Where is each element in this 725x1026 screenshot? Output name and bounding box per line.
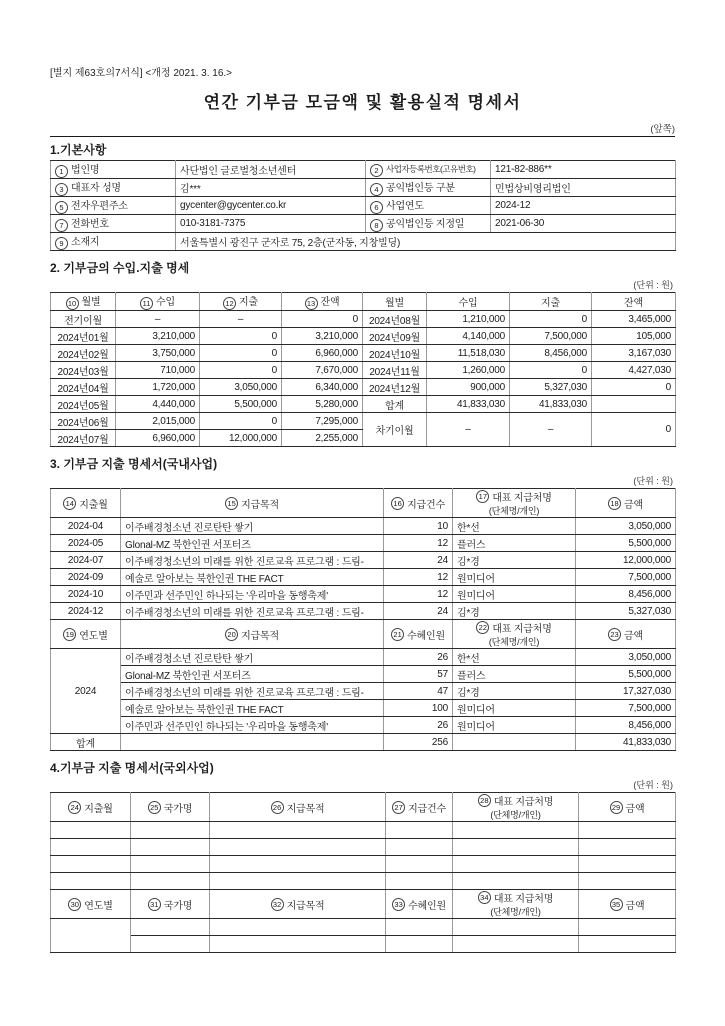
empty-cell (579, 822, 676, 839)
empty-cell (131, 822, 210, 839)
header-sub: (단체명/개인) (488, 637, 540, 647)
header-cell: 34 대표 지급처명 (단체명/개인) (453, 890, 579, 919)
table-row (51, 161, 676, 179)
field-value: 2021-06-30 (491, 215, 676, 233)
header-row (51, 890, 676, 919)
empty-cell (131, 936, 210, 953)
empty-cell (51, 839, 131, 856)
amount-cell: 2,255,000 (282, 430, 363, 447)
circled-number: 7 (55, 219, 68, 232)
header-cell: 15 지급목적 (121, 489, 384, 518)
purpose-cell: 이주배경청소년의 미래를 위한 진로교육 프로그램 : 드림- (121, 683, 384, 700)
amount-cell: 5,500,000 (200, 396, 282, 413)
count-cell: 26 (384, 717, 453, 734)
header-cell: 10 월별 (51, 293, 116, 311)
table-row (51, 856, 676, 873)
circled-number: 30 (68, 898, 81, 911)
field-value: 서울특별시 광진구 군자로 75, 2층(군자동, 지창빌딩) (176, 233, 676, 251)
amount-cell: 1,210,000 (427, 311, 510, 328)
circled-number: 24 (68, 801, 81, 814)
header-sub: (단체명/개인) (488, 506, 540, 516)
header-cell: 14 지출월 (51, 489, 121, 518)
circled-number: 33 (392, 898, 405, 911)
payee-cell: 김*경 (453, 603, 576, 620)
header-cell: 22 대표 지급처명 (단체명/개인) (453, 620, 576, 649)
month-cell: 2024년02월 (51, 345, 116, 362)
month-cell: 2024-10 (51, 586, 121, 603)
purpose-cell: 이주배경청소년의 미래를 위한 진로교육 프로그램 : 드림- (121, 552, 384, 569)
field-label: 2 사업자등록번호(고유번호) (366, 161, 491, 179)
header-cell: 24 지출월 (51, 793, 131, 822)
circled-number: 9 (55, 237, 68, 250)
header-cell: 11 수입 (116, 293, 200, 311)
side-label: (앞쪽) (650, 124, 675, 135)
circled-number: 1 (55, 165, 68, 178)
empty-cell (579, 936, 676, 953)
amount-cell: 5,500,000 (576, 666, 676, 683)
count-cell: 256 (384, 734, 453, 751)
amount-cell: – (200, 311, 282, 328)
header-row (51, 793, 676, 822)
field-label: 5 전자우편주소 (51, 197, 176, 215)
circled-number: 12 (223, 297, 236, 310)
count-cell: 12 (384, 535, 453, 552)
payee-cell: 김*경 (453, 552, 576, 569)
table-row (51, 552, 676, 569)
circled-number: 34 (478, 891, 491, 904)
circled-number: 5 (55, 201, 68, 214)
empty-cell (386, 873, 453, 890)
table-row (51, 936, 676, 953)
empty-cell (210, 822, 386, 839)
circled-number: 15 (225, 497, 238, 510)
table-row (51, 233, 676, 251)
month-cell: 2024년09월 (363, 328, 427, 345)
field-value: 김*** (176, 179, 366, 197)
circled-number: 25 (148, 801, 161, 814)
amount-cell: 0 (200, 413, 282, 430)
field-label: 8 공익법인등 지정일 (366, 215, 491, 233)
amount-cell: 900,000 (427, 379, 510, 396)
empty-cell (386, 936, 453, 953)
overseas-expense-table (50, 792, 676, 953)
empty-cell (131, 919, 210, 936)
purpose-cell: 예술로 알아보는 북한인권 THE FACT (121, 700, 384, 717)
circled-number: 17 (476, 490, 489, 503)
empty-cell (51, 873, 131, 890)
amount-cell: 3,210,000 (282, 328, 363, 345)
purpose-cell: 이주민과 선주민인 하나되는 '우리마을 동행축제' (121, 586, 384, 603)
amount-cell: 0 (592, 379, 676, 396)
amount-cell: 8,456,000 (576, 717, 676, 734)
header-row (51, 620, 676, 649)
empty-cell (579, 873, 676, 890)
header-cell: 12 지출 (200, 293, 282, 311)
table-row (51, 379, 676, 396)
amount-cell: 5,327,030 (576, 603, 676, 620)
header-cell: 13 잔액 (282, 293, 363, 311)
circled-number: 21 (391, 628, 404, 641)
amount-cell: 3,050,000 (200, 379, 282, 396)
purpose-cell: 이주배경청소년 진로탄탄 쌓기 (121, 518, 384, 535)
header-cell: 27 지급건수 (386, 793, 453, 822)
header-cell: 16 지급건수 (384, 489, 453, 518)
table-row (51, 649, 676, 666)
purpose-cell (121, 734, 384, 751)
empty-cell (579, 839, 676, 856)
circled-number: 22 (476, 621, 489, 634)
amount-cell: 6,960,000 (282, 345, 363, 362)
amount-cell: 41,833,030 (576, 734, 676, 751)
table-row (51, 569, 676, 586)
table-row (51, 215, 676, 233)
amount-cell: 0 (200, 362, 282, 379)
amount-cell: – (510, 413, 592, 447)
table-row (51, 311, 676, 328)
payee-cell: 플러스 (453, 535, 576, 552)
circled-number: 29 (610, 801, 623, 814)
count-cell: 10 (384, 518, 453, 535)
empty-cell (131, 873, 210, 890)
table-row (51, 396, 676, 413)
empty-cell (453, 919, 579, 936)
amount-cell (592, 396, 676, 413)
domestic-expense-table (50, 488, 676, 751)
month-cell: 2024-07 (51, 552, 121, 569)
table-row (51, 586, 676, 603)
amount-cell: 8,456,000 (576, 586, 676, 603)
header-cell: 30 연도별 (51, 890, 131, 919)
empty-cell (51, 856, 131, 873)
header-cell: 지출 (510, 293, 592, 311)
amount-cell: 12,000,000 (576, 552, 676, 569)
field-label: 9 소재지 (51, 233, 176, 251)
amount-cell: 7,500,000 (576, 700, 676, 717)
empty-cell (453, 873, 579, 890)
circled-number: 2 (370, 164, 383, 177)
amount-cell: – (427, 413, 510, 447)
circled-number: 32 (271, 898, 284, 911)
empty-cell (453, 839, 579, 856)
table-row (51, 873, 676, 890)
unit-label: (단위 : 원) (633, 476, 673, 486)
amount-cell: 0 (200, 328, 282, 345)
month-cell: 전기이월 (51, 311, 116, 328)
table-row (51, 839, 676, 856)
circled-number: 19 (63, 628, 76, 641)
carryover-label-cell: 차기이월 (363, 413, 427, 447)
empty-cell (386, 839, 453, 856)
amount-cell: 5,280,000 (282, 396, 363, 413)
empty-cell (51, 822, 131, 839)
empty-cell (386, 856, 453, 873)
header-cell: 35 금액 (579, 890, 676, 919)
table-row (51, 345, 676, 362)
payee-cell: 김*경 (453, 683, 576, 700)
total-label-cell: 합계 (51, 734, 121, 751)
count-cell: 24 (384, 552, 453, 569)
amount-cell: 3,750,000 (116, 345, 200, 362)
circled-number: 27 (392, 801, 405, 814)
purpose-cell: 이주배경청소년 진로탄탄 쌓기 (121, 649, 384, 666)
purpose-cell: 이주민과 선주민인 하나되는 '우리마을 동행축제' (121, 717, 384, 734)
unit-label: (단위 : 원) (633, 280, 673, 290)
circled-number: 16 (391, 497, 404, 510)
amount-cell: 8,456,000 (510, 345, 592, 362)
empty-cell (579, 856, 676, 873)
table-row (51, 518, 676, 535)
monthly-io-table (50, 292, 676, 447)
count-cell: 26 (384, 649, 453, 666)
count-cell: 47 (384, 683, 453, 700)
empty-cell (453, 822, 579, 839)
table-row (51, 179, 676, 197)
table-row (51, 413, 676, 430)
amount-cell: 7,500,000 (576, 569, 676, 586)
empty-cell (131, 856, 210, 873)
month-cell: 2024-09 (51, 569, 121, 586)
amount-cell: 4,140,000 (427, 328, 510, 345)
header-cell: 17 대표 지급처명 (단체명/개인) (453, 489, 576, 518)
table-row (51, 700, 676, 717)
header-cell: 21 수혜인원 (384, 620, 453, 649)
table-row (51, 328, 676, 345)
unit-label: (단위 : 원) (633, 780, 673, 790)
month-cell: 2024년04월 (51, 379, 116, 396)
empty-cell (210, 919, 386, 936)
circled-number: 6 (370, 201, 383, 214)
amount-cell: 4,440,000 (116, 396, 200, 413)
table-row (51, 362, 676, 379)
amount-cell: 3,465,000 (592, 311, 676, 328)
empty-cell (210, 839, 386, 856)
amount-cell: 6,960,000 (116, 430, 200, 447)
header-cell: 29 금액 (579, 793, 676, 822)
header-cell: 32 지급목적 (210, 890, 386, 919)
payee-cell: 원미디어 (453, 569, 576, 586)
amount-cell: 105,000 (592, 328, 676, 345)
field-value: 121-82-886** (491, 161, 676, 179)
purpose-cell: 이주배경청소년의 미래를 위한 진로교육 프로그램 : 드림- (121, 603, 384, 620)
count-cell: 100 (384, 700, 453, 717)
circled-number: 35 (610, 898, 623, 911)
month-cell: 2024년05월 (51, 396, 116, 413)
month-cell: 2024년07월 (51, 430, 116, 447)
table-row (51, 683, 676, 700)
field-label: 3 대표자 성명 (51, 179, 176, 197)
circled-number: 4 (370, 183, 383, 196)
table-row (51, 822, 676, 839)
amount-cell: 12,000,000 (200, 430, 282, 447)
table-row (51, 919, 676, 936)
payee-cell: 원미디어 (453, 700, 576, 717)
amount-cell: 3,167,030 (592, 345, 676, 362)
amount-cell: – (116, 311, 200, 328)
amount-cell: 41,833,030 (427, 396, 510, 413)
amount-cell: 0 (200, 345, 282, 362)
table-row (51, 603, 676, 620)
amount-cell: 0 (510, 311, 592, 328)
total-label-cell: 합계 (363, 396, 427, 413)
header-row (51, 293, 676, 311)
field-value: 010-3181-7375 (176, 215, 366, 233)
circled-number: 10 (66, 297, 79, 310)
payee-cell: 한*선 (453, 518, 576, 535)
amount-cell: 17,327,030 (576, 683, 676, 700)
header-cell: 수입 (427, 293, 510, 311)
header-cell: 잔액 (592, 293, 676, 311)
header-cell: 19 연도별 (51, 620, 121, 649)
month-cell: 2024년11월 (363, 362, 427, 379)
table-row (51, 535, 676, 552)
amount-cell: 3,050,000 (576, 518, 676, 535)
header-cell: 31 국가명 (131, 890, 210, 919)
header-sub: (단체명/개인) (490, 810, 541, 820)
table-row (51, 197, 676, 215)
field-value: 2024-12 (491, 197, 676, 215)
field-label: 6 사업연도 (366, 197, 491, 215)
section4-heading: 4.기부금 지출 명세서(국외사업) (50, 761, 214, 775)
field-value: 사단법인 글로벌청소년센터 (176, 161, 366, 179)
section3-heading: 3. 기부금 지출 명세서(국내사업) (50, 457, 218, 471)
amount-cell: 2,015,000 (116, 413, 200, 430)
month-cell: 2024년01월 (51, 328, 116, 345)
empty-cell (453, 856, 579, 873)
page-title: 연간 기부금 모금액 및 활용실적 명세서 (203, 93, 522, 112)
circled-number: 14 (63, 497, 76, 510)
amount-cell: 7,670,000 (282, 362, 363, 379)
header-cell: 25 국가명 (131, 793, 210, 822)
amount-cell: 5,327,030 (510, 379, 592, 396)
basic-info-table (50, 160, 676, 251)
empty-cell (579, 919, 676, 936)
month-cell: 2024년10월 (363, 345, 427, 362)
amount-cell: 4,427,030 (592, 362, 676, 379)
amount-cell: 3,050,000 (576, 649, 676, 666)
count-cell: 24 (384, 603, 453, 620)
amount-cell: 0 (592, 413, 676, 447)
header-cell: 28 대표 지급처명 (단체명/개인) (453, 793, 579, 822)
amount-cell: 710,000 (116, 362, 200, 379)
field-label: 4 공익법인등 구분 (366, 179, 491, 197)
field-label: 1 법인명 (51, 161, 176, 179)
table-row (51, 717, 676, 734)
circled-number: 13 (305, 297, 318, 310)
header-sub: (단체명/개인) (490, 907, 541, 917)
empty-cell (210, 856, 386, 873)
month-cell: 2024년12월 (363, 379, 427, 396)
amount-cell: 3,210,000 (116, 328, 200, 345)
empty-cell (210, 936, 386, 953)
amount-cell: 5,500,000 (576, 535, 676, 552)
month-cell: 2024년06월 (51, 413, 116, 430)
circled-number: 18 (608, 497, 621, 510)
amount-cell: 1,720,000 (116, 379, 200, 396)
year-cell: 2024 (51, 649, 121, 734)
circled-number: 28 (478, 794, 491, 807)
month-cell: 2024-05 (51, 535, 121, 552)
empty-cell (131, 839, 210, 856)
circled-number: 31 (148, 898, 161, 911)
amount-cell: 1,260,000 (427, 362, 510, 379)
empty-cell (453, 936, 579, 953)
payee-cell: 원미디어 (453, 586, 576, 603)
top-rule (50, 136, 675, 137)
circled-number: 11 (140, 297, 153, 310)
amount-cell: 0 (510, 362, 592, 379)
count-cell: 12 (384, 569, 453, 586)
payee-cell: 한*선 (453, 649, 576, 666)
field-value: gycenter@gycenter.co.kr (176, 197, 366, 215)
header-cell: 월별 (363, 293, 427, 311)
document-content (50, 0, 675, 953)
header-cell: 33 수혜인원 (386, 890, 453, 919)
header-cell: 26 지급목적 (210, 793, 386, 822)
header-cell: 20 지급목적 (121, 620, 384, 649)
payee-cell (453, 734, 576, 751)
empty-cell (51, 919, 131, 953)
month-cell: 2024년08월 (363, 311, 427, 328)
section1-heading: 1.기본사항 (50, 143, 107, 157)
amount-cell: 0 (282, 311, 363, 328)
field-label: 7 전화번호 (51, 215, 176, 233)
purpose-cell: 예술로 알아보는 북한인권 THE FACT (121, 569, 384, 586)
header-row (51, 489, 676, 518)
circled-number: 23 (608, 628, 621, 641)
circled-number: 8 (370, 219, 383, 232)
field-value: 민법상비영리법인 (491, 179, 676, 197)
amount-cell: 7,295,000 (282, 413, 363, 430)
payee-cell: 플러스 (453, 666, 576, 683)
month-cell: 2024-12 (51, 603, 121, 620)
circled-number: 26 (271, 801, 284, 814)
circled-number: 20 (225, 628, 238, 641)
month-cell: 2024년03월 (51, 362, 116, 379)
amount-cell: 6,340,000 (282, 379, 363, 396)
payee-cell: 원미디어 (453, 717, 576, 734)
amount-cell: 11,518,030 (427, 345, 510, 362)
purpose-cell: Glonal-MZ 북한인권 서포터즈 (121, 666, 384, 683)
empty-cell (210, 873, 386, 890)
header-cell: 18 금액 (576, 489, 676, 518)
empty-cell (386, 919, 453, 936)
section2-heading: 2. 기부금의 수입.지출 명세 (50, 261, 190, 275)
amount-cell: 41,833,030 (510, 396, 592, 413)
count-cell: 57 (384, 666, 453, 683)
circled-number: 3 (55, 183, 68, 196)
amount-cell: 7,500,000 (510, 328, 592, 345)
purpose-cell: Glonal-MZ 북한인권 서포터즈 (121, 535, 384, 552)
empty-cell (386, 822, 453, 839)
month-cell: 2024-04 (51, 518, 121, 535)
table-row (51, 666, 676, 683)
table-row (51, 734, 676, 751)
form-reference: [별지 제63호의7서식] <개정 2021. 3. 16.> (50, 68, 233, 79)
count-cell: 12 (384, 586, 453, 603)
header-cell: 23 금액 (576, 620, 676, 649)
